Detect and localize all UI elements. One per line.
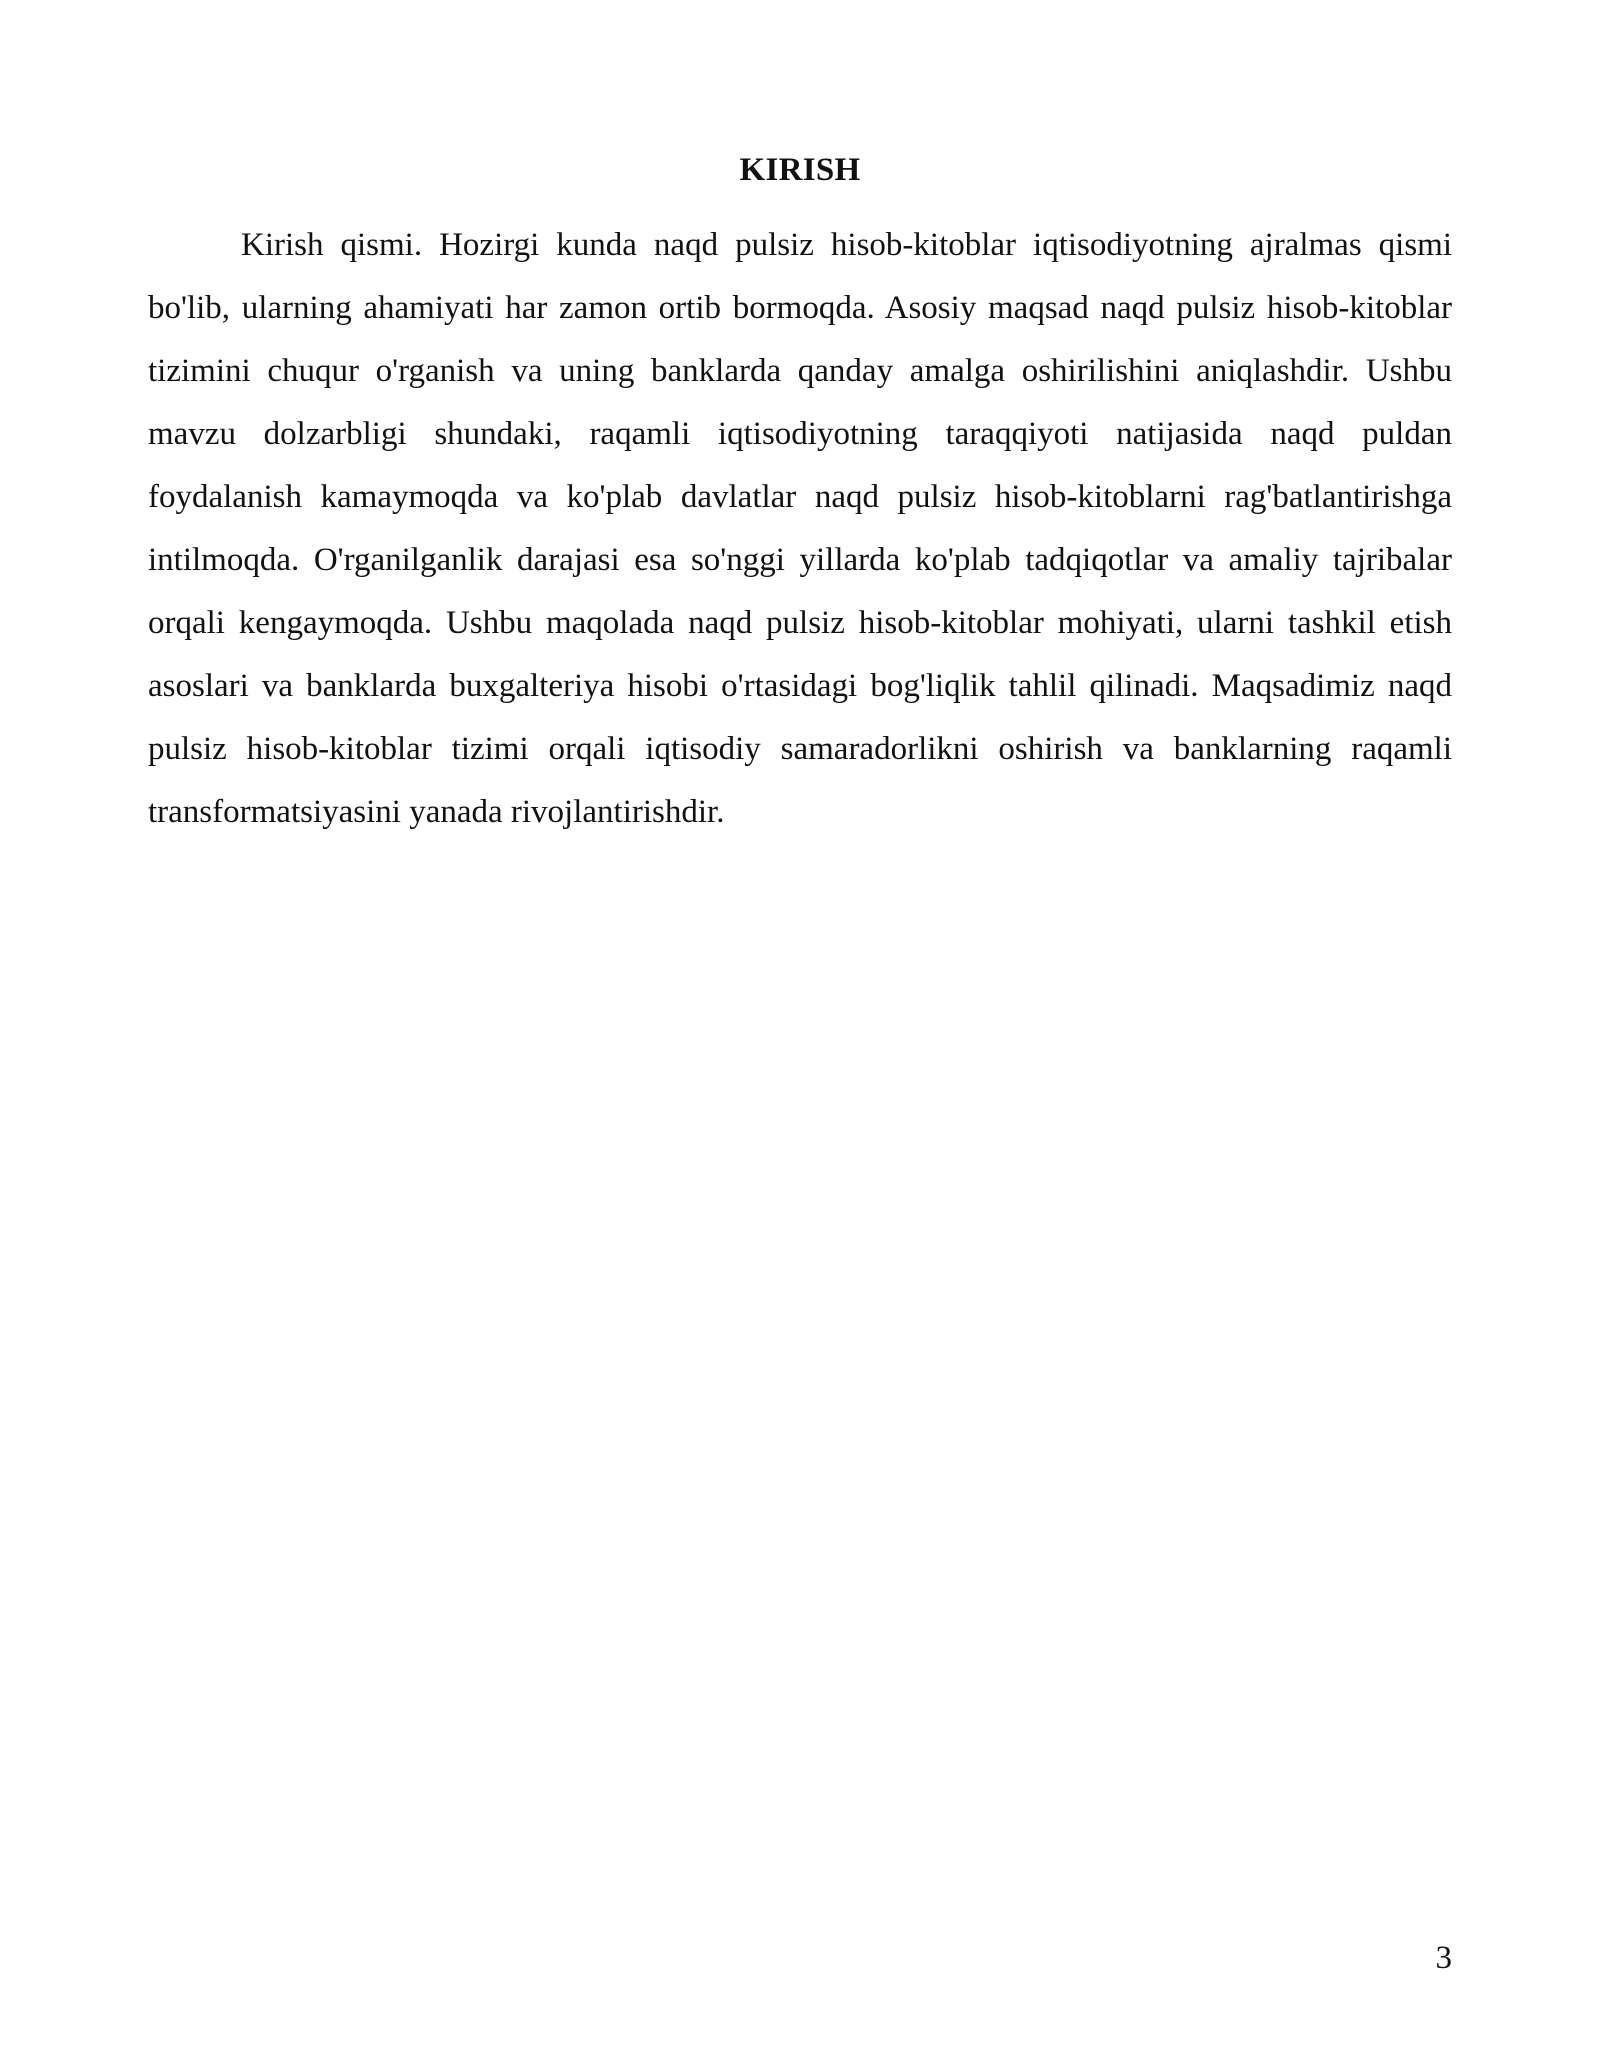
section-title: KIRISH (739, 152, 861, 188)
intro-paragraph: Kirish qismi. Hozirgi kunda naqd pulsiz hisob-kitoblar iqtisodiyotning ajralmas qismi bo'lib, ularning ahamiyati har zamon ortib bormoqda. Asosiy maqsad naqd pulsiz hisob-kitoblar tizimini chuqur o'rganish va uning banklarda qanday amalga oshirilishini aniqlashdir. Ushbu mavzu dolzarbligi shundaki, raqamli iqtisodiyotning taraqqiyoti natijasida naqd puldan foydalanish kamaymoqda va ko'plab davlatlar naqd pulsiz hisob-kitoblarni rag'batlantirishga intilmoqda. O'rganilganlik darajasi esa so'nggi yillarda ko'plab tadqiqotlar va amaliy tajribalar orqali kengaymoqda. Ushbu maqolada naqd pulsiz hisob-kitoblar mohiyati, ularni tashkil etish asoslari va banklarda buxgalteriya hisobi o'rtasidagi bog'liqlik tahlil qilinadi. Maqsadimiz naqd pulsiz hisob-kitoblar tizimi orqali iqtisodiy samaradorlikni oshirish va banklarning raqamli transformatsiyasini yanada rivojlantirishdir. (148, 227, 1452, 830)
page-number: 3 (1435, 1940, 1452, 1976)
